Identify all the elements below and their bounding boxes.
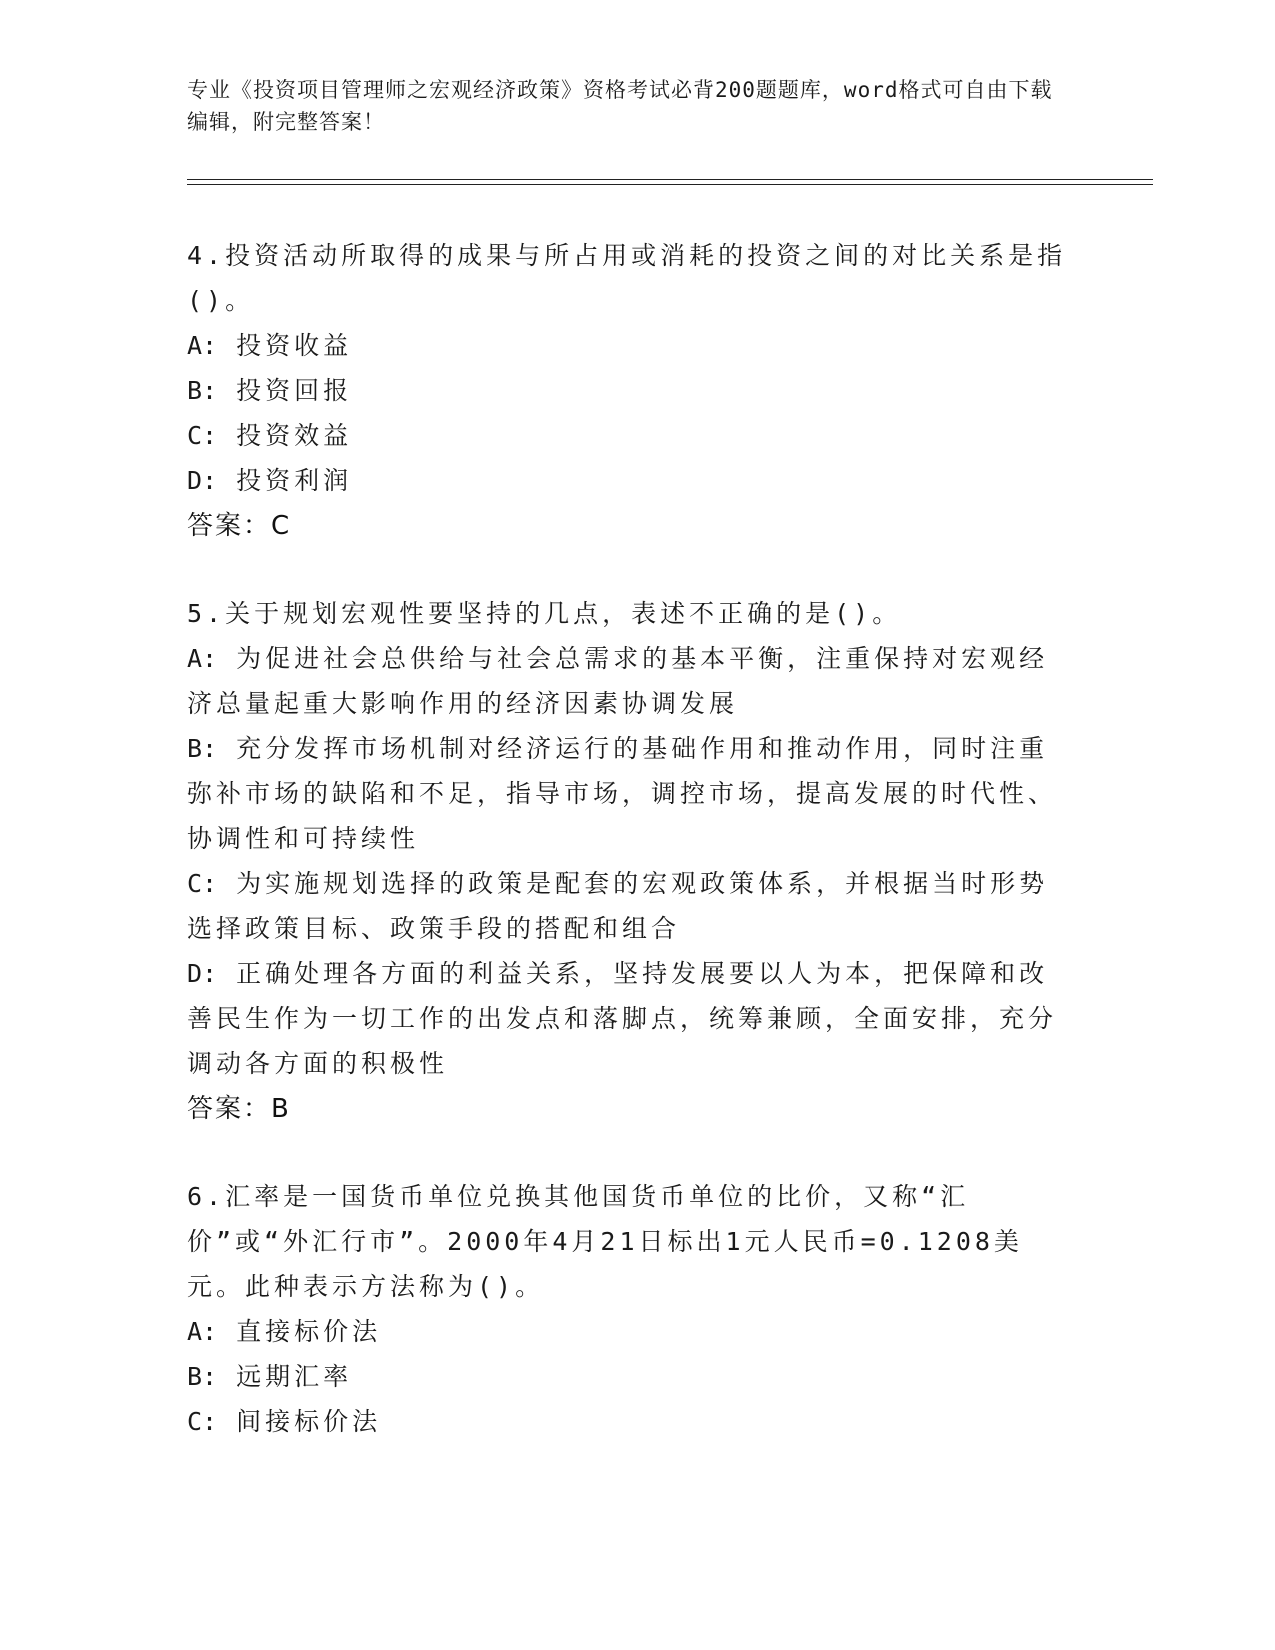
option-text: 为促进社会总供给与社会总需求的基本平衡，注重保持对宏观经济总量起重大影响作用的经济因素协调发展 (187, 644, 1049, 718)
option-label: C: (187, 1407, 218, 1436)
option-d (187, 458, 1067, 503)
option-label: D: (187, 959, 218, 988)
option-label: B: (187, 376, 218, 405)
option-a (187, 1309, 1067, 1354)
question-5 (187, 591, 1067, 1132)
option-b (187, 726, 1067, 861)
option-b (187, 1354, 1067, 1399)
option-label: A: (187, 644, 218, 673)
question-stem: 6.汇率是一国货币单位兑换其他国货币单位的比价，又称“汇价”或“外汇行市”。2000年4月21日标出1元人民币=0.1208美元。此种表示方法称为()。 (187, 1182, 1023, 1301)
option-text: 直接标价法 (236, 1317, 382, 1346)
option-text: 正确处理各方面的利益关系，坚持发展要以人为本，把保障和改善民生作为一切工作的出发点和落脚点，统筹兼顾，全面安排，充分调动各方面的积极性 (187, 959, 1058, 1078)
option-text: 充分发挥市场机制对经济运行的基础作用和推动作用，同时注重弥补市场的缺陷和不足，指导市场，调控市场，提高发展的时代性、协调性和可持续性 (187, 734, 1058, 853)
answer-line: 答案：C (187, 511, 292, 541)
option-c (187, 413, 1067, 458)
header-divider-bottom (187, 184, 1153, 185)
option-b (187, 368, 1067, 413)
document-header: 专业《投资项目管理师之宏观经济政策》资格考试必背200题题库，word格式可自由下载编辑，附完整答案！ (187, 78, 1053, 134)
option-label: B: (187, 1362, 218, 1391)
option-text: 投资收益 (236, 331, 353, 360)
option-text: 投资利润 (236, 466, 353, 495)
option-a (187, 636, 1067, 726)
option-label: B: (187, 734, 218, 763)
option-label: A: (187, 331, 218, 360)
option-text: 为实施规划选择的政策是配套的宏观政策体系，并根据当时形势选择政策目标、政策手段的搭配和组合 (187, 869, 1049, 943)
option-text: 投资效益 (236, 421, 353, 450)
question-6 (187, 1174, 1067, 1444)
option-text: 远期汇率 (236, 1362, 353, 1391)
option-label: A: (187, 1317, 218, 1346)
question-stem: 4.投资活动所取得的成果与所占用或消耗的投资之间的对比关系是指()。 (187, 241, 1067, 315)
question-4 (187, 233, 1067, 549)
option-c (187, 861, 1067, 951)
option-label: C: (187, 869, 218, 898)
question-stem: 5.关于规划宏观性要坚持的几点，表述不正确的是()。 (187, 599, 902, 628)
option-label: D: (187, 466, 218, 495)
answer-line: 答案：B (187, 1094, 291, 1124)
question-list (187, 233, 1067, 1444)
option-text: 投资回报 (236, 376, 353, 405)
option-label: C: (187, 421, 218, 450)
option-a (187, 323, 1067, 368)
header-divider-top (187, 179, 1153, 180)
option-c (187, 1399, 1067, 1444)
option-text: 间接标价法 (236, 1407, 382, 1436)
option-d (187, 951, 1067, 1086)
